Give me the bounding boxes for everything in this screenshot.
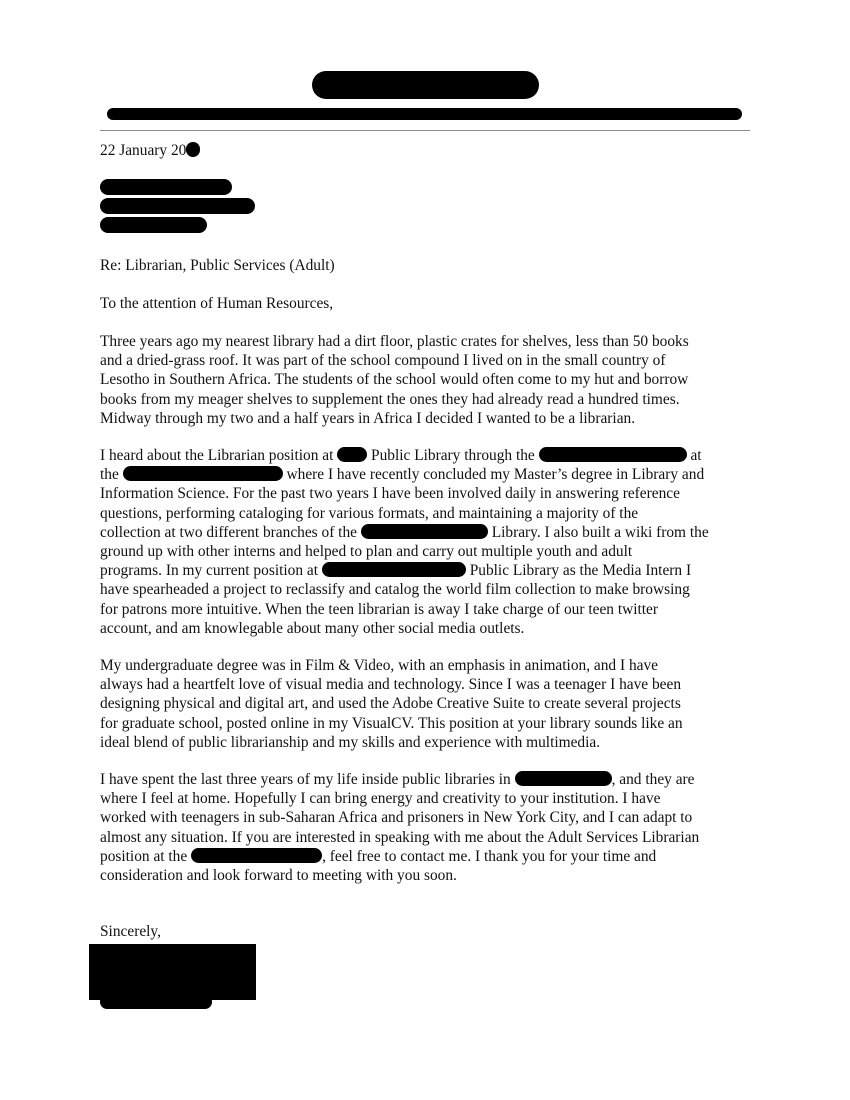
salutation: To the attention of Human Resources, (100, 295, 334, 312)
p3-line: for graduate school, posted online in my VisualCV. This position at your library sounds like an (100, 714, 683, 732)
header-rule (100, 130, 750, 131)
p1-line: Midway through my two and a half years in Africa I decided I wanted to be a librarian. (100, 409, 636, 427)
p2-text: collection at two different branches of the (100, 523, 361, 541)
redacted-contact-line (107, 108, 742, 120)
p3-line: always had a heartfelt love of visual media and technology. Since I was a teenager I have been (100, 676, 682, 694)
closing: Sincerely, (100, 923, 161, 940)
redacted-address-line-3 (100, 217, 207, 233)
date-text: 22 January 20 (100, 142, 187, 159)
redacted-university (123, 466, 283, 481)
p4-text: , and they are (611, 771, 695, 788)
p3-line: ideal blend of public librarianship and my skills and experience with multimedia. (100, 733, 601, 751)
p1-line: and a dried-grass roof. It was part of the school compound I lived on in the small country of (100, 352, 666, 370)
paragraph-4 (100, 770, 760, 885)
p4-line: consideration and look forward to meeting with you soon. (100, 867, 457, 885)
p2-text: programs. In my current position at (100, 562, 322, 580)
paragraph-1 (100, 332, 760, 428)
p1-line: Lesotho in Southern Africa. The students of the school would often come to my hut and borrow (100, 371, 689, 389)
p4-line: worked with teenagers in sub-Saharan Africa and prisoners in New York City, and I can adapt to (100, 809, 693, 827)
p2-text: Public Library as the Media Intern I (465, 562, 692, 580)
p2-line (100, 561, 760, 580)
p4-line (100, 770, 760, 789)
redacted-address-line-2 (100, 198, 255, 214)
date-line (100, 141, 200, 160)
p1-line: Three years ago my nearest library had a dirt floor, plastic crates for shelves, less than 50 books (100, 333, 689, 350)
paragraph-2 (100, 446, 760, 638)
redacted-library-name (361, 524, 488, 539)
p4-text: , feel free to contact me. I thank you for your time and (322, 847, 657, 865)
p2-text: the (100, 466, 123, 484)
p2-line (100, 523, 760, 542)
redacted-city (337, 447, 367, 462)
subject-line: Re: Librarian, Public Services (Adult) (100, 257, 335, 274)
redacted-library-name (191, 848, 322, 863)
p2-line: ground up with other interns and helped to plan and carry out multiple youth and adult (100, 543, 633, 561)
p4-line: almost any situation. If you are interested in speaking with me about the Adult Services Librarian (100, 828, 700, 846)
p4-line: where I feel at home. Hopefully I can bring energy and creativity to your institution. I have (100, 790, 661, 808)
p4-text: I have spent the last three years of my life inside public libraries in (100, 771, 515, 788)
p3-line: My undergraduate degree was in Film & Video, with an emphasis in animation, and I have (100, 657, 658, 674)
redacted-library-name (322, 562, 466, 577)
paragraph-3 (100, 656, 760, 752)
p2-text: Public Library through the (367, 447, 539, 464)
p4-line (100, 847, 760, 866)
p4-text: position at the (100, 847, 192, 865)
p2-text: where I have recently concluded my Master’s degree in Library and (282, 466, 705, 484)
redacted-signature (89, 944, 256, 1000)
p2-line: Information Science. For the past two years I have been involved daily in answering reference (100, 485, 680, 503)
redacted-source (539, 447, 687, 462)
p2-line: questions, performing cataloging for various formats, and maintaining a majority of the (100, 504, 639, 522)
p2-text: Library. I also built a wiki from the (487, 523, 709, 541)
redacted-signed-name (100, 994, 212, 1009)
redacted-year (186, 142, 200, 157)
p2-line (100, 465, 760, 484)
p2-line: for patrons more intuitive. When the teen librarian is away I take charge of our teen twitter (100, 600, 658, 618)
p1-line: books from my meager shelves to supplement the ones they had already read a hundred times. (100, 390, 680, 408)
redacted-address-line-1 (100, 179, 232, 195)
p2-line (100, 446, 760, 465)
redacted-name (312, 71, 539, 99)
p3-line: designing physical and digital art, and used the Adobe Creative Suite to create several projects (100, 695, 681, 713)
p2-text: at (686, 447, 702, 464)
p2-line: have spearheaded a project to reclassify and catalog the world film collection to make browsing (100, 581, 690, 599)
p2-line: account, and am knowlegable about many other social media outlets. (100, 619, 525, 637)
p2-text: I heard about the Librarian position at (100, 447, 338, 464)
redacted-place (515, 771, 612, 786)
